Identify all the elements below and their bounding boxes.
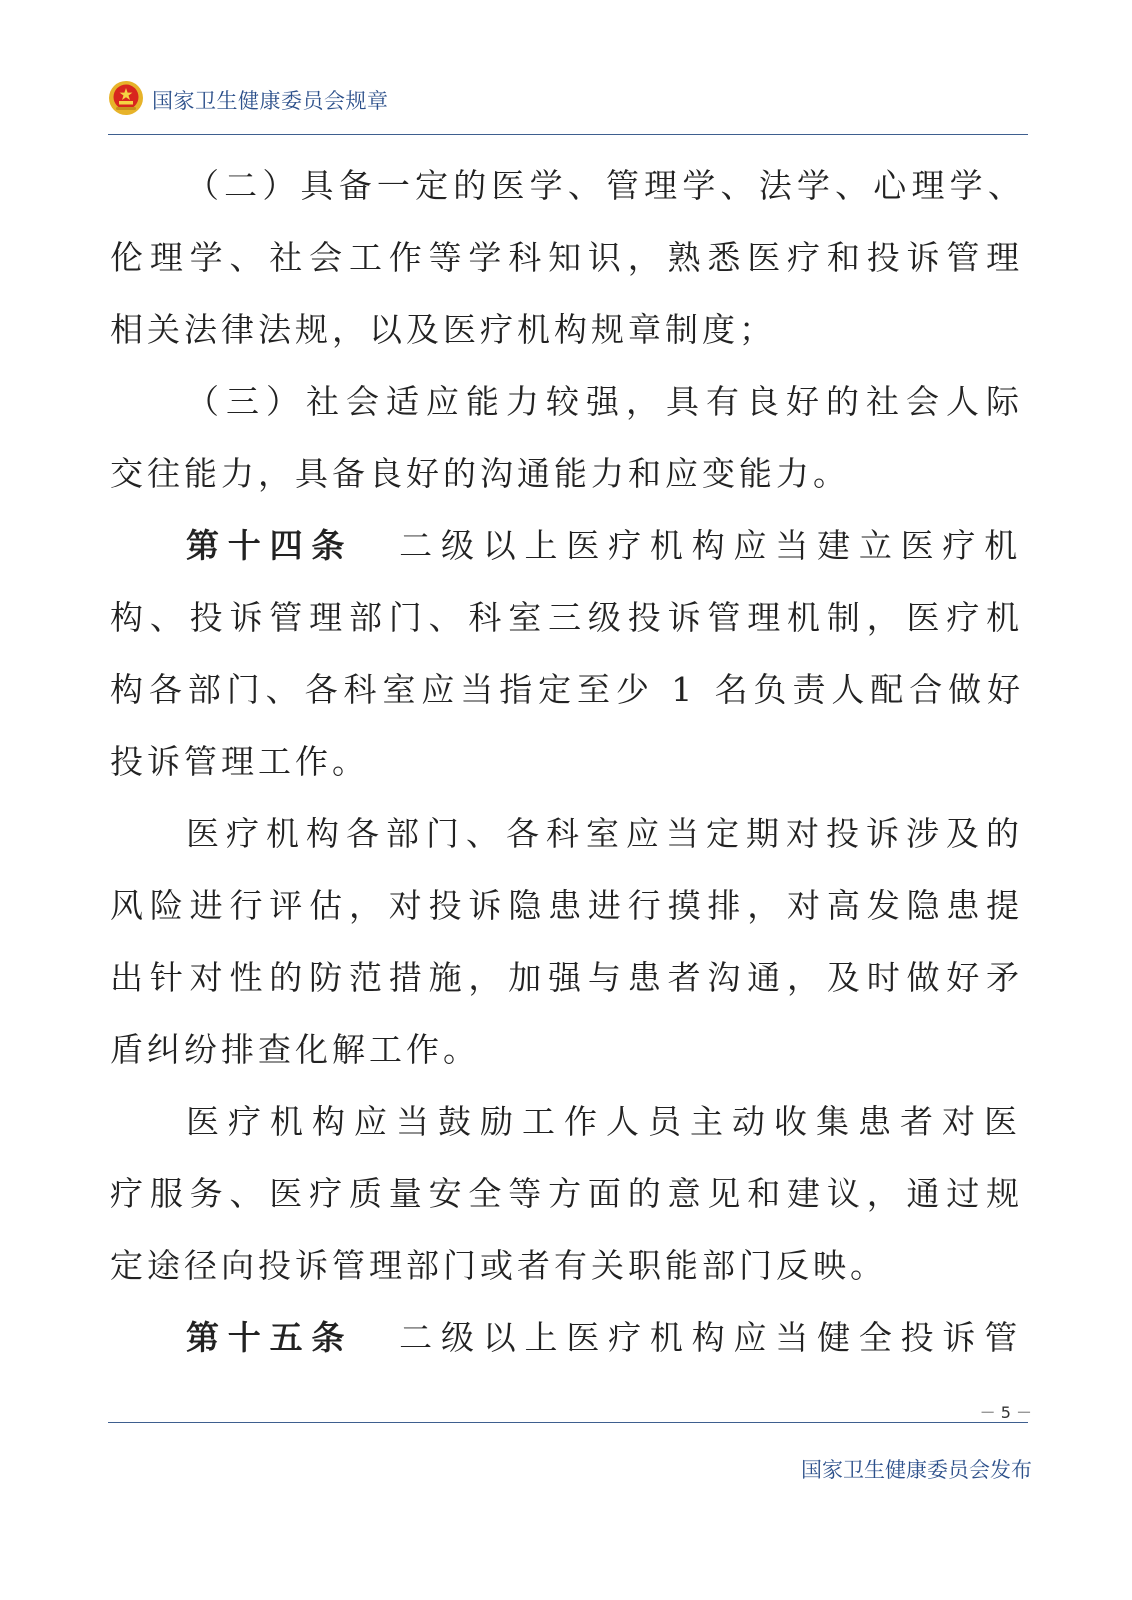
- document-body: [110, 150, 1028, 1374]
- text-line: [110, 294, 1028, 366]
- text-line: [110, 150, 1028, 222]
- text-line: [110, 582, 1028, 654]
- header-title: 国家卫生健康委员会规章: [152, 89, 389, 113]
- line-text: 二级以上医疗机构应当健全投诉管: [399, 1318, 1027, 1357]
- line-text: 盾纠纷排查化解工作。: [110, 1030, 480, 1069]
- line-text: （二）具备一定的医学、管理学、法学、心理学、: [186, 166, 1026, 205]
- text-line: [110, 798, 1028, 870]
- line-text: 伦理学、社会工作等学科知识，熟悉医疗和投诉管理: [110, 238, 1026, 277]
- line-text: 定途径向投诉管理部门或者有关职能部门反映。: [110, 1246, 887, 1285]
- footer-divider: [108, 1422, 1028, 1423]
- line-text: 疗服务、医疗质量安全等方面的意见和建议，通过规: [110, 1174, 1026, 1213]
- text-line: [110, 654, 1028, 726]
- footer-publisher: 国家卫生健康委员会发布: [801, 1458, 1032, 1482]
- text-line: [110, 222, 1028, 294]
- national-emblem-icon: [108, 80, 144, 116]
- line-text: （三）社会适应能力较强，具有良好的社会人际: [186, 382, 1026, 421]
- page-number: － 5 －: [979, 1403, 1032, 1422]
- text-line: [110, 1014, 1028, 1086]
- text-line: [110, 942, 1028, 1014]
- text-line: [110, 870, 1028, 942]
- article-number: 第十四条: [186, 526, 354, 565]
- text-line: [110, 726, 1028, 798]
- header-divider: [108, 134, 1028, 135]
- line-text: 交往能力，具备良好的沟通能力和应变能力。: [110, 454, 850, 493]
- text-line: [110, 438, 1028, 510]
- text-line: [110, 1230, 1028, 1302]
- page-header: [108, 80, 1028, 132]
- article-line: [110, 510, 1028, 582]
- line-text: 二级以上医疗机构应当建立医疗机: [399, 526, 1027, 565]
- line-text: 医疗机构各部门、各科室应当定期对投诉涉及的: [186, 814, 1026, 853]
- line-text: 构各部门、各科室应当指定至少 1 名负责人配合做好: [110, 670, 1026, 709]
- line-text: 出针对性的防范措施，加强与患者沟通，及时做好矛: [110, 958, 1026, 997]
- text-line: [110, 366, 1028, 438]
- line-text: 相关法律法规，以及医疗机构规章制度；: [110, 310, 776, 349]
- article-line: [110, 1302, 1028, 1374]
- article-number: 第十五条: [186, 1318, 354, 1357]
- text-line: [110, 1158, 1028, 1230]
- line-text: 医疗机构应当鼓励工作人员主动收集患者对医: [186, 1102, 1026, 1141]
- line-text: 构、投诉管理部门、科室三级投诉管理机制，医疗机: [110, 598, 1026, 637]
- line-text: 投诉管理工作。: [110, 742, 369, 781]
- text-line: [110, 1086, 1028, 1158]
- line-text: 风险进行评估，对投诉隐患进行摸排，对高发隐患提: [110, 886, 1026, 925]
